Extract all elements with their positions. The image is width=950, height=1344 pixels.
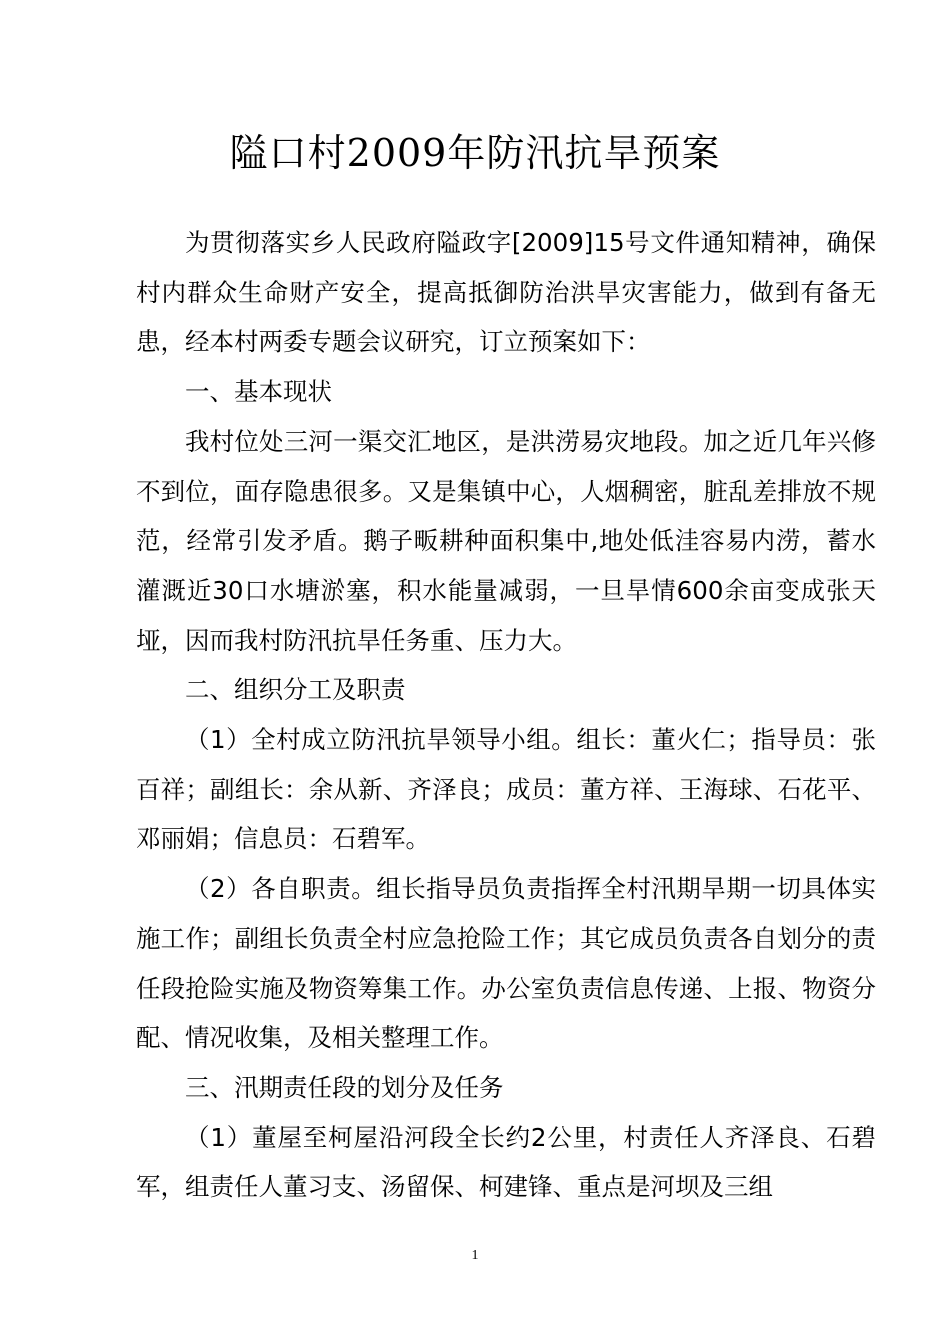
paragraph-intro: 为贯彻落实乡人民政府隘政字[2009]15号文件通知精神，确保村内群众生命财产安全，提高抵御防治洪旱灾害能力，做到有备无患，经本村两委专题会议研究，订立预案如下： bbox=[136, 228, 876, 357]
section-heading-flood-sections: 三、汛期责任段的划分及任务 bbox=[185, 1072, 504, 1102]
document-body bbox=[136, 218, 876, 1212]
paragraph-leadership-group: （1）全村成立防汛抗旱领导小组。组长：董火仁；指导员：张百祥；副组长：余从新、齐泽良；成员：董方祥、王海球、石花平、邓丽娟；信息员：石碧军。 bbox=[136, 725, 876, 854]
section-heading-organization: 二、组织分工及职责 bbox=[185, 675, 406, 705]
document-title: 隘口村2009年防汛抗旱预案 bbox=[229, 131, 721, 175]
paragraph-responsibilities: （2）各自职责。组长指导员负责指挥全村汛期旱期一切具体实施工作；副组长负责全村应急抢险工作；其它成员负责各自划分的责任段抢险实施及物资筹集工作。办公室负责信息传递、上报、物资分配、情况收集，及相关整理工作。 bbox=[136, 874, 876, 1053]
paragraph-section-one: （1）董屋至柯屋沿河段全长约2公里，村责任人齐泽良、石碧军，组责任人董习支、汤留保、柯建锋、重点是河坝及三组 bbox=[136, 1122, 876, 1202]
section-heading-basic-status: 一、基本现状 bbox=[185, 377, 332, 407]
paragraph-basic-status: 我村位处三河一渠交汇地区，是洪涝易灾地段。加之近几年兴修不到位，面存隐患很多。又是集镇中心，人烟稠密，脏乱差排放不规范，经常引发矛盾。鹅子畈耕种面积集中,地处低洼容易内涝，蓄水灌溉近30口水塘淤塞，积水能量减弱，一旦旱情600余亩变成张天垭，因而我村防汛抗旱任务重、压力大。 bbox=[136, 426, 876, 655]
page-number: 1 bbox=[471, 1248, 479, 1263]
